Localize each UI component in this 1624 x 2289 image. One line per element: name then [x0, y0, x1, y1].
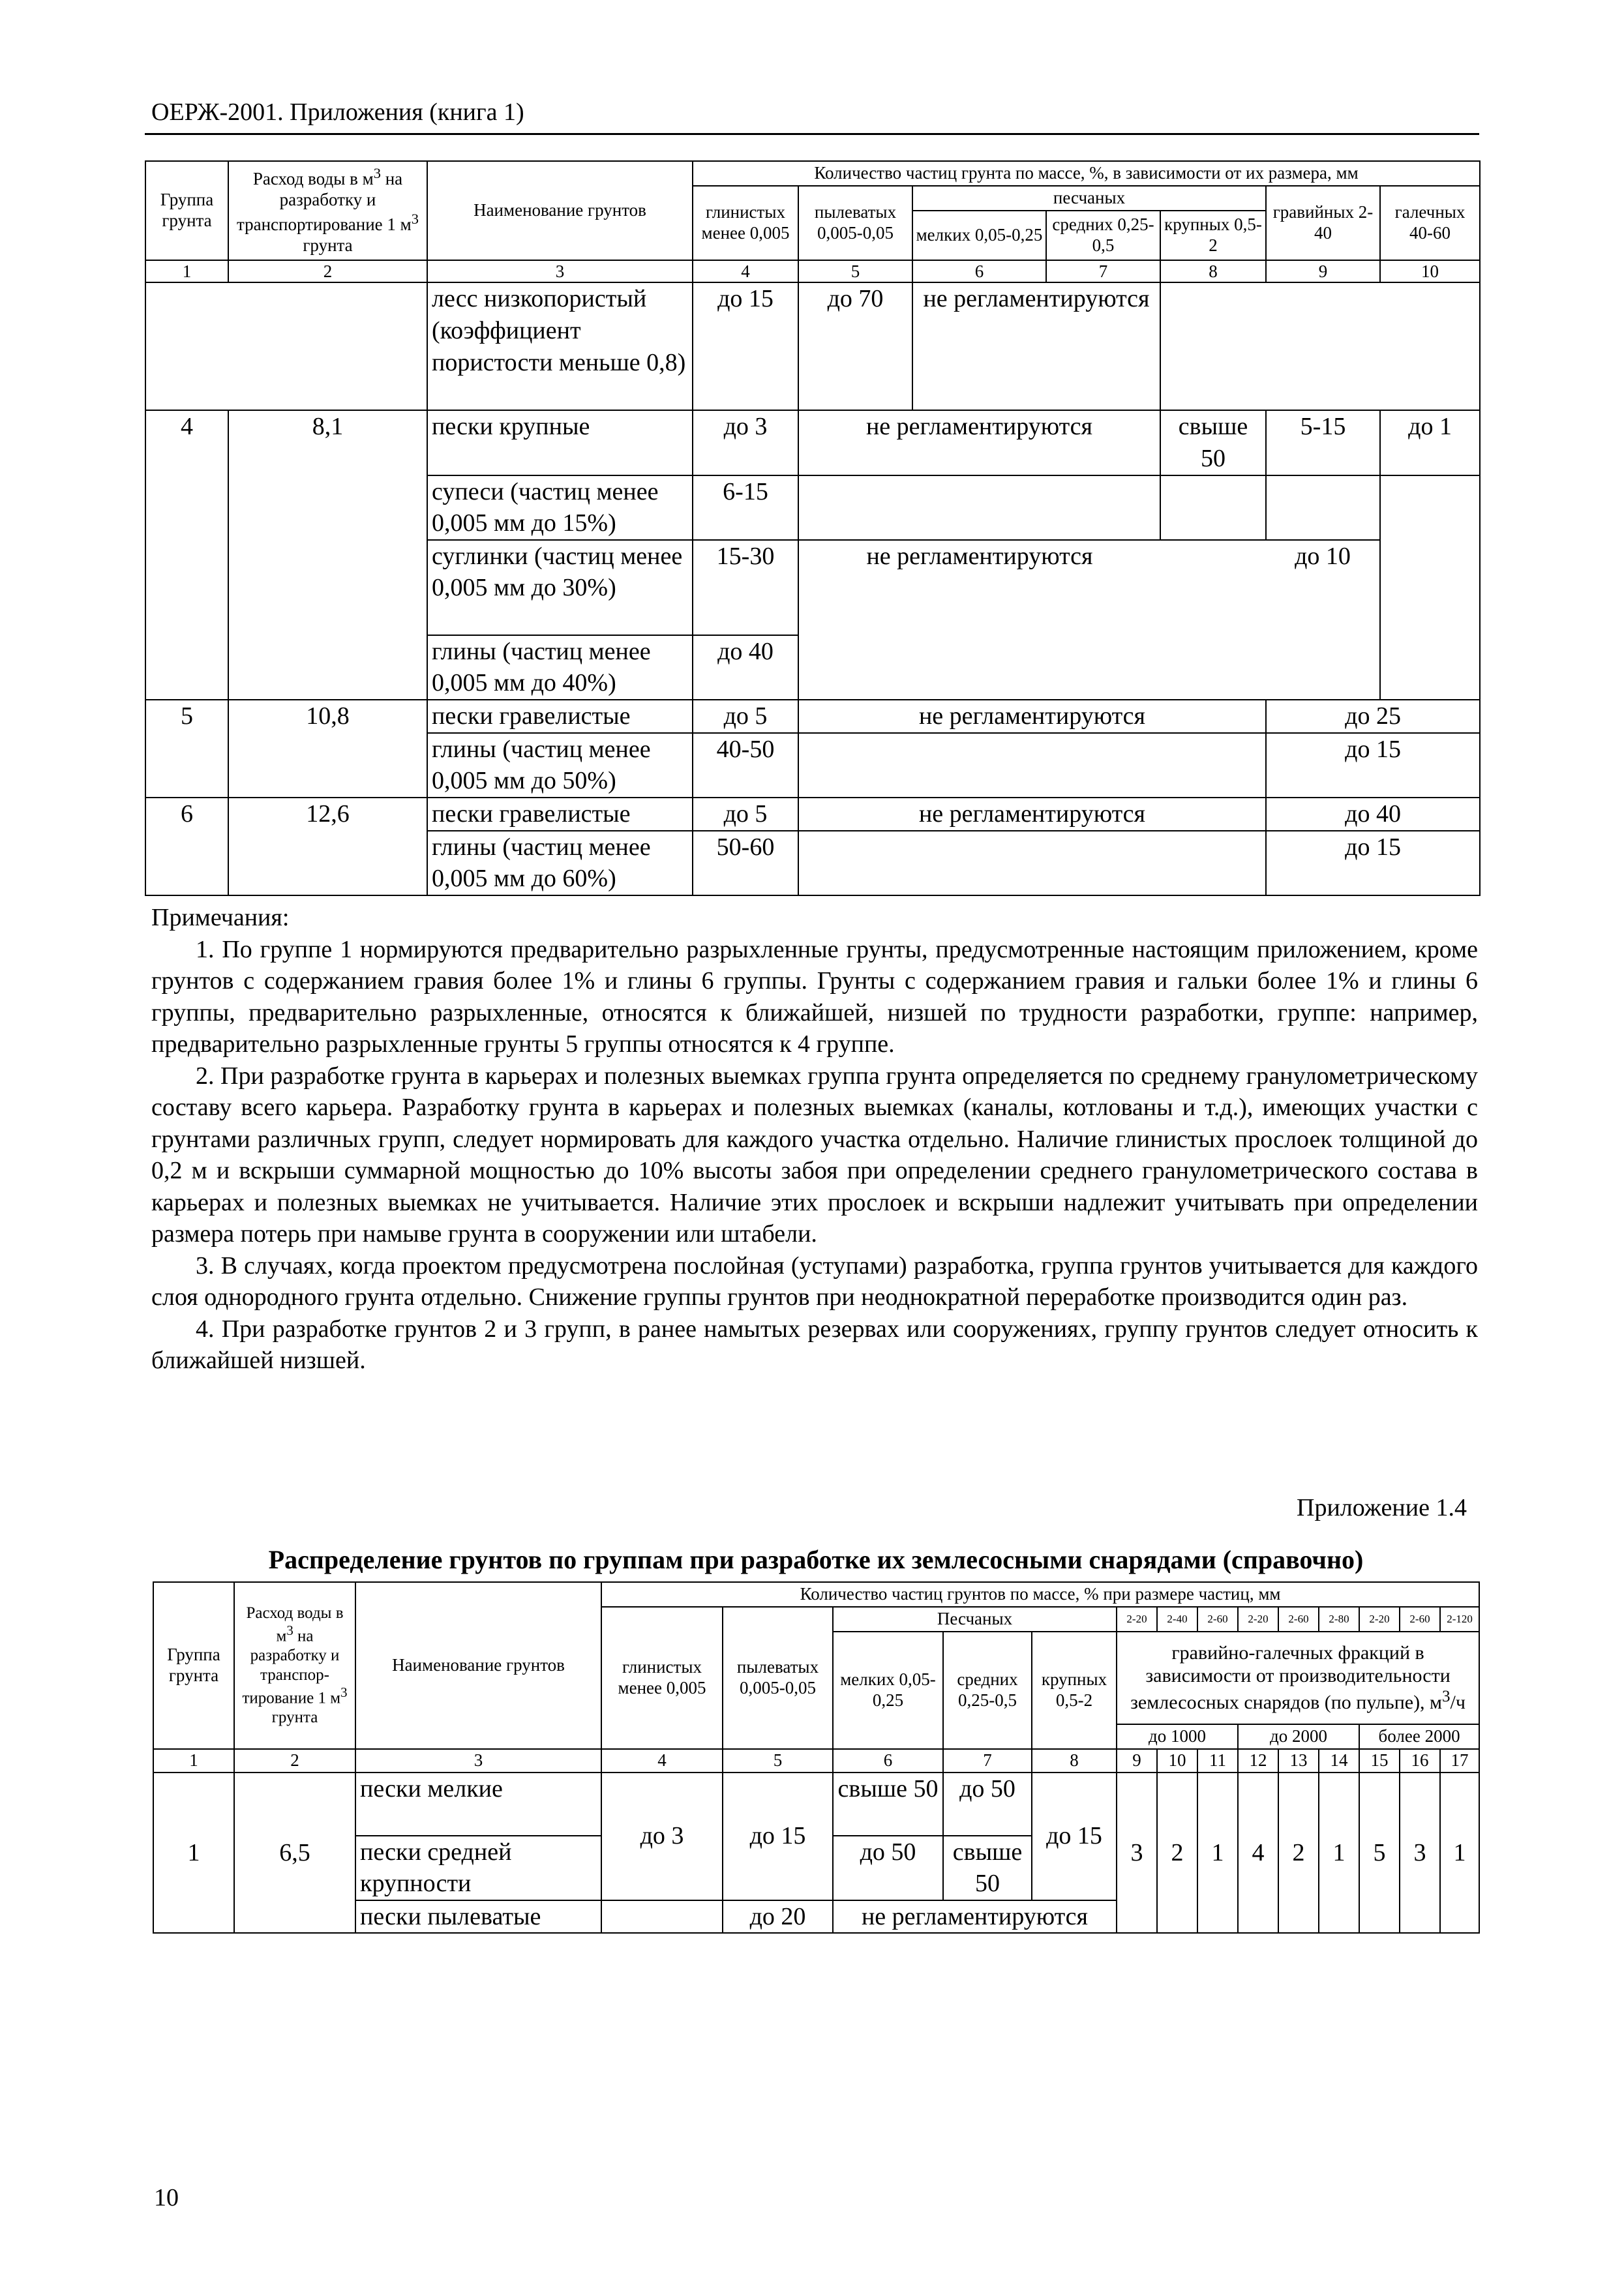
- clay-value: 15-30: [693, 540, 798, 635]
- productivity-to-1000: до 1000: [1117, 1724, 1238, 1749]
- note-2: 2. При разработке грунта в карьерах и полезных выемках группа грунта определяется по среднему гранулометрическому составу всего карьера. Разработку грунта в карьерах и полезных выемках (каналы, котлованы и т.д.), имеющих участки с грунтами различных групп, следует нормировать для каждого участка отдельно. Наличие глинистых прослоек толщиной до 0,2 м и вскрыши суммарной мощностью до 10% высоты забоя при определении среднего гранулометрического состава в карьерах и полезных выемках не учитывается. Наличие этих прослоек и вскрыши надлежит учитывать при определении размера потерь при намыве грунта в сооружении или штабели.: [151, 1062, 1478, 1248]
- col-sand-header: песчаных: [912, 186, 1266, 211]
- clay-value: до 5: [693, 700, 798, 733]
- col-number: 7: [1046, 260, 1160, 282]
- silt-value: до 20: [723, 1900, 833, 1934]
- col-number: 9: [1117, 1749, 1157, 1773]
- range-label: 2-80: [1319, 1607, 1359, 1632]
- col-number: 8: [1032, 1749, 1117, 1773]
- gravel-value: 5: [1359, 1773, 1400, 1934]
- gravel-pebble-value: до 15: [1266, 733, 1480, 798]
- col-coarse-header: крупных 0,5-2: [1032, 1632, 1117, 1749]
- col-number: 6: [833, 1749, 943, 1773]
- col-number: 10: [1380, 260, 1480, 282]
- range-label: 2-20: [1117, 1607, 1157, 1632]
- page-number: 10: [154, 2184, 179, 2211]
- gravel-value: 1: [1319, 1773, 1359, 1934]
- not-regulated: не регламентируются: [798, 798, 1266, 831]
- col-number: 16: [1400, 1749, 1440, 1773]
- gravel-value: 1: [1440, 1773, 1479, 1934]
- running-header: ОЕРЖ-2001. Приложения (книга 1): [151, 98, 524, 126]
- table-row: [145, 798, 1480, 831]
- col-sand-header: Песчаных: [833, 1607, 1117, 1632]
- gravel-value: 3: [1117, 1773, 1157, 1934]
- soil-name: пески средней крупности: [355, 1836, 601, 1900]
- header-rule: [145, 133, 1479, 135]
- gravel-value: 1: [1197, 1773, 1238, 1934]
- soil-name: глины (частиц менее 0,005 мм до 40%): [427, 635, 693, 700]
- range-label: 2-60: [1278, 1607, 1319, 1632]
- coarse-value: свыше 50: [1160, 410, 1266, 475]
- col-water-header: Расход воды в $м^3$ на разработку и транспортирование 1 $м^3$ грунта: [228, 161, 427, 260]
- water-consumption: 10,8: [228, 700, 427, 798]
- col-medium-header: средних 0,25-0,5: [1046, 211, 1160, 260]
- col-fine-header: мелких 0,05-0,25: [912, 211, 1046, 260]
- silt-value: до 15: [723, 1773, 833, 1900]
- not-regulated: не регламентируются: [798, 700, 1266, 733]
- gravel-value: 3: [1400, 1773, 1440, 1934]
- gravel-pebble-value: до 40: [1266, 798, 1480, 831]
- note-4: 4. При разработке грунтов 2 и 3 групп, в ранее намытых резервах или сооружениях, группу грунтов следует относить к ближайшей низшей.: [151, 1315, 1478, 1374]
- table-row: [153, 1773, 1479, 1836]
- col-fine-header: мелких 0,05-0,25: [833, 1632, 943, 1749]
- clay-value: до 3: [693, 410, 798, 475]
- not-regulated: не регламентируются: [798, 410, 1160, 475]
- col-number: 11: [1197, 1749, 1238, 1773]
- soil-name: пески мелкие: [355, 1773, 601, 1836]
- col-medium-header: средних 0,25-0,5: [943, 1632, 1032, 1749]
- col-number: 4: [693, 260, 798, 282]
- range-label: 2-60: [1197, 1607, 1238, 1632]
- clay-value: до 5: [693, 798, 798, 831]
- range-label: 2-20: [1238, 1607, 1278, 1632]
- note-3: 3. В случаях, когда проектом предусмотрена послойная (уступами) разработка, группа грунтов учитывается для каждого слоя однородного грунта отдельно. Снижение группы грунтов при неоднократной переработке производится один раз.: [151, 1251, 1478, 1311]
- clay-value: до 3: [601, 1773, 723, 1900]
- clay-value: 50-60: [693, 831, 798, 895]
- soil-name: пески крупные: [427, 410, 693, 475]
- soil-groups-table: [145, 160, 1481, 896]
- group-number: 4: [145, 410, 228, 700]
- col-number: 4: [601, 1749, 723, 1773]
- col-number: 5: [723, 1749, 833, 1773]
- gravel-value: до 10: [1266, 540, 1380, 700]
- range-label: 2-40: [1157, 1607, 1197, 1632]
- range-label: 2-60: [1400, 1607, 1440, 1632]
- col-number: 13: [1278, 1749, 1319, 1773]
- fine-value: до 50: [833, 1836, 943, 1900]
- col-pebble-header: галечных 40-60: [1380, 186, 1480, 260]
- gravel-value: 2: [1278, 1773, 1319, 1934]
- col-number: 1: [145, 260, 228, 282]
- col-number: 10: [1157, 1749, 1197, 1773]
- col-silt-header: пылеватых 0,005-0,05: [798, 186, 912, 260]
- group-number: 1: [153, 1773, 234, 1934]
- table-title: Распределение грунтов по группам при разработке их землесосными снарядами (справочно): [268, 1545, 1364, 1574]
- gravel-pebble-value: до 25: [1266, 700, 1480, 733]
- soil-name: супеси (частиц менее 0,005 мм до 15%): [427, 475, 693, 540]
- soil-name: глины (частиц менее 0,005 мм до 60%): [427, 831, 693, 895]
- col-coarse-header: крупных 0,5-2: [1160, 211, 1266, 260]
- table-row: [145, 282, 1480, 410]
- coarse-value: до 15: [1032, 1773, 1117, 1900]
- col-water-header: Расход воды в $м^3$ на разработку и транспор-тирование 1 $м^3$ грунта: [234, 1582, 355, 1749]
- range-label: 2-120: [1440, 1607, 1479, 1632]
- pebble-value: до 1: [1380, 410, 1480, 475]
- note-1: 1. По группе 1 нормируются предварительно разрыхленные грунты, предусмотренные настоящим приложением, кроме грунтов с содержанием гравия более 1% и глины 6 группы. Грунты с содержанием гравия и гальки более 1% и глины 6 группы, предварительно разрыхленные, относятся к ближайшей, низшей по трудности разработки, группе: например, предварительно разрыхленные грунты 5 группы относятся к 4 группе.: [151, 935, 1478, 1058]
- silt-value: до 70: [798, 282, 912, 410]
- col-silt-header: пылеватых 0,005-0,05: [723, 1607, 833, 1749]
- water-consumption: 12,6: [228, 798, 427, 895]
- col-number: 9: [1266, 260, 1380, 282]
- col-number: 12: [1238, 1749, 1278, 1773]
- col-number: 3: [427, 260, 693, 282]
- soil-name: пески гравелистые: [427, 798, 693, 831]
- col-gravel-header: гравийно-галечных фракций в зависимости от производительности землесосных снарядов (по пульпе), $м^3/ч$: [1117, 1632, 1479, 1724]
- water-consumption: 6,5: [234, 1773, 355, 1934]
- medium-value: до 50: [943, 1773, 1032, 1836]
- not-regulated: не регламентируются: [798, 540, 1160, 700]
- col-number: 5: [798, 260, 912, 282]
- medium-value: свыше 50: [943, 1836, 1032, 1900]
- gravel-value: 2: [1157, 1773, 1197, 1934]
- col-number: 8: [1160, 260, 1266, 282]
- clay-value: 40-50: [693, 733, 798, 798]
- clay-value: 6-15: [693, 475, 798, 540]
- col-quantity-header: Количество частиц грунтов по массе, % при размере частиц, мм: [601, 1582, 1479, 1607]
- soil-name: пески гравелистые: [427, 700, 693, 733]
- group-number: 6: [145, 798, 228, 895]
- dredger-soil-groups-table: [153, 1581, 1480, 1934]
- productivity-to-2000: до 2000: [1238, 1724, 1359, 1749]
- soil-name: глины (частиц менее 0,005 мм до 50%): [427, 733, 693, 798]
- col-gravel-header: гравийных 2-40: [1266, 186, 1380, 260]
- col-quantity-header: Количество частиц грунта по массе, %, в зависимости от их размера, мм: [693, 161, 1480, 186]
- col-number: 1: [153, 1749, 234, 1773]
- soil-name: суглинки (частиц менее 0,005 мм до 30%): [427, 540, 693, 635]
- soil-name: лесс низкопористый (коэффициент пористости меньше 0,8): [427, 282, 693, 410]
- col-number: 17: [1440, 1749, 1479, 1773]
- gravel-value: 4: [1238, 1773, 1278, 1934]
- col-clay-header: глинистых менее 0,005: [693, 186, 798, 260]
- clay-value: до 15: [693, 282, 798, 410]
- col-group-header: Группа грунта: [153, 1582, 234, 1749]
- col-number: 14: [1319, 1749, 1359, 1773]
- productivity-over-2000: более 2000: [1359, 1724, 1479, 1749]
- col-group-header: Группа грунта: [145, 161, 228, 260]
- col-number: 6: [912, 260, 1046, 282]
- col-number: 3: [355, 1749, 601, 1773]
- table-row: [145, 410, 1480, 475]
- col-name-header: Наименование грунтов: [355, 1582, 601, 1749]
- clay-value: до 40: [693, 635, 798, 700]
- not-regulated: не регламентируются: [912, 282, 1160, 410]
- col-number: 15: [1359, 1749, 1400, 1773]
- appendix-label: Приложение 1.4: [1297, 1494, 1467, 1521]
- range-label: 2-20: [1359, 1607, 1400, 1632]
- group-number: 5: [145, 700, 228, 798]
- soil-name: пески пылеватые: [355, 1900, 601, 1934]
- table-row: [145, 700, 1480, 733]
- not-regulated: не регламентируются: [833, 1900, 1117, 1934]
- col-name-header: Наименование грунтов: [427, 161, 693, 260]
- col-number: 2: [234, 1749, 355, 1773]
- fine-value: свыше 50: [833, 1773, 943, 1836]
- notes-section: [151, 902, 1478, 1377]
- col-number: 2: [228, 260, 427, 282]
- gravel-pebble-value: до 15: [1266, 831, 1480, 895]
- water-consumption: 8,1: [228, 410, 427, 700]
- col-clay-header: глинистых менее 0,005: [601, 1607, 723, 1749]
- gravel-value: 5-15: [1266, 410, 1380, 475]
- notes-title: Примечания:: [151, 904, 290, 931]
- col-number: 7: [943, 1749, 1032, 1773]
